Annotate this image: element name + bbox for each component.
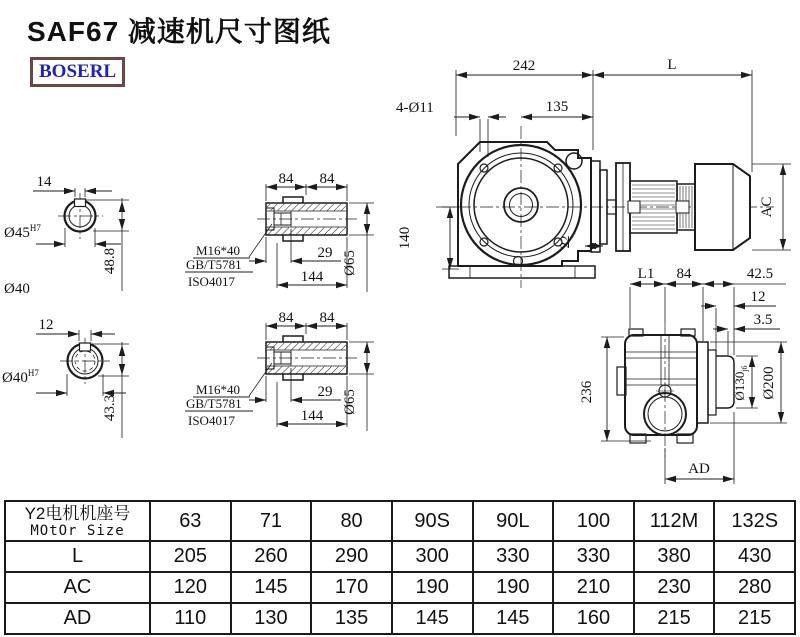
row-label: AD xyxy=(5,603,150,634)
bolt-spec-label: M16*40 xyxy=(196,243,241,258)
value-cell: 215 xyxy=(714,603,795,634)
dim-flange-thickness: 22 xyxy=(557,235,572,249)
dim-outer-diameter: Ø65 xyxy=(342,389,358,415)
motor-size-cell: 80 xyxy=(311,501,392,541)
dim-total-length: 144 xyxy=(300,408,324,424)
dim-84: 84 xyxy=(676,266,692,282)
row-label: AC xyxy=(5,572,150,603)
value-cell: 230 xyxy=(634,572,715,603)
value-cell: 380 xyxy=(634,541,715,572)
page-title: SAF67 减速机尺寸图纸 xyxy=(27,16,331,47)
dim-motor-diameter: AC xyxy=(759,196,775,218)
dim-l1: L1 xyxy=(637,266,655,282)
value-cell: 190 xyxy=(473,572,554,603)
value-cell: 145 xyxy=(473,603,554,634)
value-cell: 330 xyxy=(553,541,634,572)
motor-size-cell: 71 xyxy=(231,501,312,541)
value-cell: 260 xyxy=(231,541,312,572)
motor-size-cell: 63 xyxy=(150,501,231,541)
value-cell: 170 xyxy=(311,572,392,603)
dim-keyway-height: 43.3 xyxy=(102,394,118,422)
dim-pilot-diameter: $Ø130_{j6}$ xyxy=(732,365,749,401)
value-cell: 110 xyxy=(150,603,231,634)
dim-mounting-holes: 4-Ø11 xyxy=(396,100,434,116)
dim-total-length: 144 xyxy=(300,269,324,285)
dim-bore-diameter: $Ø40^{H7}$ xyxy=(2,368,39,386)
motor-size-cell: 100 xyxy=(553,501,634,541)
motor-size-cell: 132S xyxy=(714,501,795,541)
table-row-header xyxy=(5,501,795,541)
dim-center-height: 140 xyxy=(397,226,413,250)
value-cell: 205 xyxy=(150,541,231,572)
motor-size-cell: 90S xyxy=(392,501,473,541)
value-cell: 215 xyxy=(634,603,715,634)
motor-size-table xyxy=(4,500,796,635)
dim-overall-height: 236 xyxy=(579,380,595,404)
dim-flange-offset: 135 xyxy=(545,99,569,115)
standard-label-2: ISO4017 xyxy=(188,413,235,428)
dim-housing-width: 242 xyxy=(512,58,536,74)
front-view-gearbox-motor xyxy=(396,57,791,288)
shaft-diameter-label: Ø40 xyxy=(4,281,30,297)
table-row-AD xyxy=(5,603,795,634)
dim-motor-length: L xyxy=(667,57,677,73)
dim-ad: AD xyxy=(688,461,710,477)
standard-label-1: GB/T5781 xyxy=(186,396,242,411)
solid-shaft-section-bottom xyxy=(2,317,129,438)
dim-keyway-height: 48.8 xyxy=(102,247,118,275)
dim-bore-diameter: $Ø45^{H7}$ xyxy=(4,223,41,241)
dim-half-length-1: 84 xyxy=(278,310,294,326)
side-view-gearbox xyxy=(579,266,787,484)
dim-12: 12 xyxy=(750,289,766,305)
dim-flange-diameter: Ø200 xyxy=(761,366,777,400)
value-cell: 290 xyxy=(311,541,392,572)
dim-bolt-depth: 29 xyxy=(317,384,333,400)
header-motor-size xyxy=(5,501,150,541)
value-cell: 135 xyxy=(311,603,392,634)
dim-half-length-2: 84 xyxy=(319,171,335,187)
value-cell: 160 xyxy=(553,603,634,634)
value-cell: 120 xyxy=(150,572,231,603)
value-cell: 130 xyxy=(231,603,312,634)
motor-size-cell: 90L xyxy=(473,501,554,541)
table-row-AC xyxy=(5,572,795,603)
value-cell: 145 xyxy=(231,572,312,603)
dim-42-5: 42.5 xyxy=(746,266,774,282)
dim-outer-diameter: Ø65 xyxy=(342,250,358,276)
solid-shaft-section-top xyxy=(4,174,129,291)
dim-half-length-2: 84 xyxy=(319,310,335,326)
value-cell: 280 xyxy=(714,572,795,603)
boserl-logo: BOSERL xyxy=(30,57,125,87)
header-line-en: MOtOr Size xyxy=(30,522,125,539)
value-cell: 330 xyxy=(473,541,554,572)
value-cell: 210 xyxy=(553,572,634,603)
dim-half-length-1: 84 xyxy=(278,171,294,187)
motor-size-cell: 112M xyxy=(634,501,715,541)
value-cell: 145 xyxy=(392,603,473,634)
row-label: L xyxy=(5,541,150,572)
header-line-cn: Y2电机机座号 xyxy=(24,503,131,523)
table-row-L xyxy=(5,541,795,572)
dim-keyway-width: 14 xyxy=(36,174,52,190)
standard-label-2: ISO4017 xyxy=(188,274,235,289)
dim-keyway-width: 12 xyxy=(38,317,54,333)
value-cell: 430 xyxy=(714,541,795,572)
dim-bolt-depth: 29 xyxy=(317,245,333,261)
bolt-spec-label: M16*40 xyxy=(196,382,241,397)
standard-label-1: GB/T5781 xyxy=(186,257,242,272)
value-cell: 190 xyxy=(392,572,473,603)
dim-3-5: 3.5 xyxy=(753,312,773,328)
value-cell: 300 xyxy=(392,541,473,572)
